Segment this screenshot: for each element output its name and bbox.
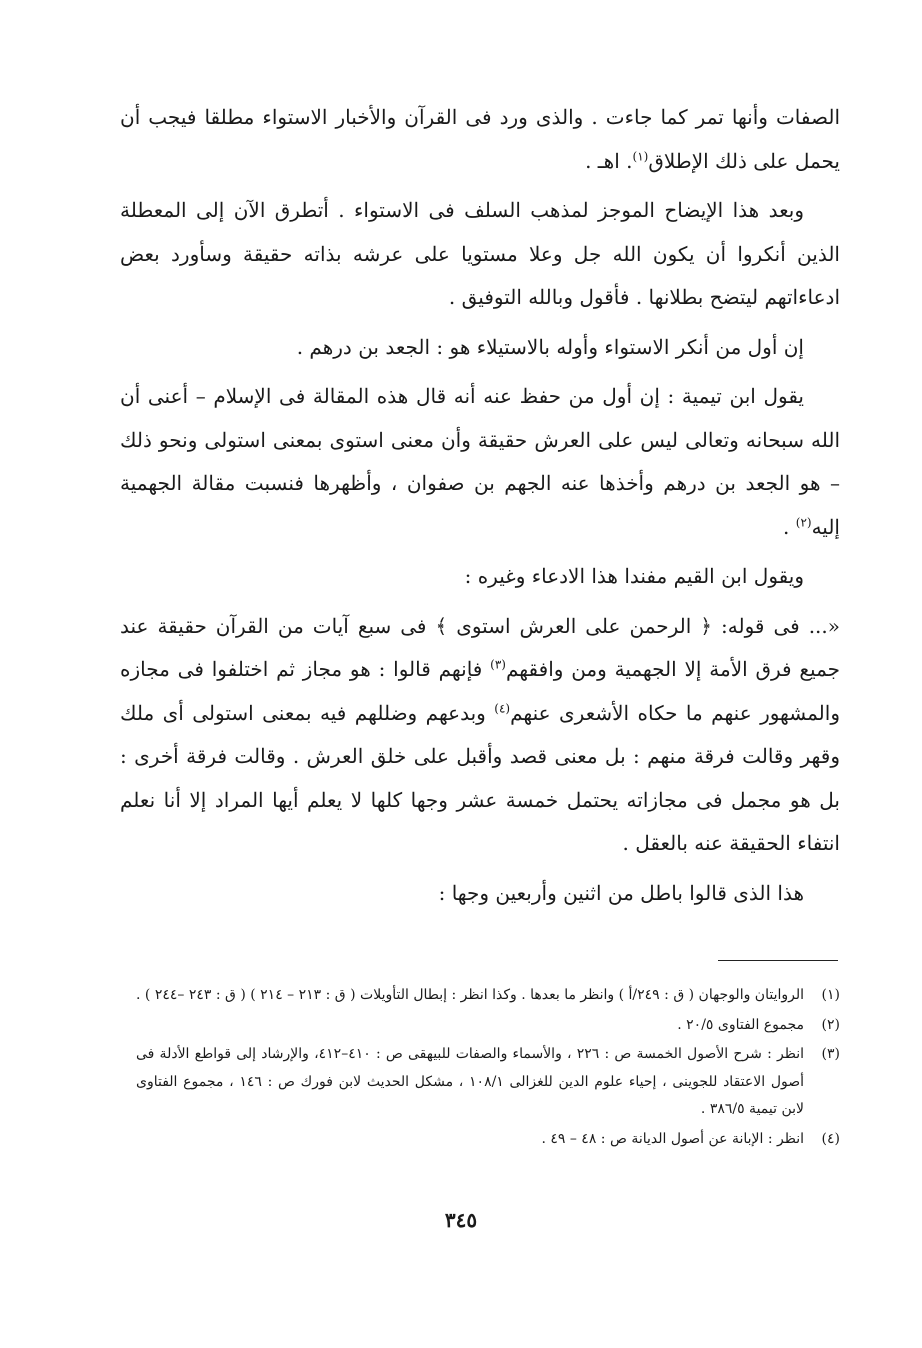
footnote-number: (١) <box>821 987 840 1003</box>
paragraph-4-text: يقول ابن تيمية : إن أول من حفظ عنه أنه قال هذه المقالة فى الإسلام – أعنى أن الله سبحانه وتعالى ليس على العرش حقيقة وأن معنى استوى بمعنى استولى ونحو ذلك – هو الجعد بن درهم وأخذها عنه الجهم بن صفوان ، وأظهرها فنسبت مقالة الجهمية إليه <box>120 384 840 539</box>
page-number: ٣٤٥ <box>444 1208 478 1232</box>
footnote-number: (٣) <box>821 1046 840 1062</box>
footnotes <box>136 982 840 1155</box>
footnote-separator <box>718 960 838 961</box>
footnote-ref-4: (٤) <box>494 700 511 715</box>
paragraph-4 <box>120 375 840 549</box>
quote-text-b: فإنهم قالوا : هو مجاز ثم اختلفوا فى مجازه والمشهور عنهم ما حكاه الأشعرى عنهم <box>120 657 840 725</box>
paragraph-2: وبعد هذا الإيضاح الموجز لمذهب السلف فى الاستواء . أتطرق الآن إلى المعطلة الذين أنكروا أن يكون الله جل وعلا مستويا على عرشه بذاته حقيقة وسأورد بعض ادعاءاتهم ليتضح بطلانها . فأقول وبالله التوفيق . <box>120 198 840 309</box>
quote-paragraph <box>120 605 840 866</box>
paragraph-1-end: . اهـ . <box>585 148 633 173</box>
paragraph-1-text: الصفات وأنها تمر كما جاءت . والذى ورد فى القرآن والأخبار الاستواء مطلقا فيجب أن يحمل على ذلك الإطلاق <box>120 105 840 173</box>
main-text <box>120 96 840 915</box>
footnote-1 <box>136 982 840 1010</box>
footnote-text: مجموع الفتاوى ٢٠/٥ . <box>677 1016 804 1033</box>
footnote-number: (٤) <box>821 1130 840 1147</box>
paragraph-7: هذا الذى قالوا باطل من اثنين وأربعين وجها : <box>438 880 804 905</box>
footnote-2 <box>136 1012 840 1040</box>
footnote-text: انظر : الإبانة عن أصول الديانة ص : ٤٨ – ٤٩ . <box>541 1130 804 1147</box>
footnote-ref-3: (٣) <box>490 657 506 672</box>
paragraph-4-end: . <box>783 514 796 539</box>
quote-text-c: وبدعهم وضللهم فيه بمعنى استولى أى ملك وقهر وقالت فرقة منهم : بل معنى قصد وأقبل على خلق العرش . وقالت فرقة أخرى : بل هو مجمل فى مجازاته يحتمل خمسة عشر وجها كلها لا يعلم أيها المراد إلا أنا نعلم انتفاء الحقيقة عنه بالعقل . <box>120 700 840 855</box>
footnote-text: انظر : شرح الأصول الخمسة ص : ٢٢٦ ، والأسماء والصفات للبيهقى ص : ٤١٠–٤١٢، والإرشاد إلى قواطع الأدلة فى أصول الاعتقاد للجوينى ، إحياء علوم الدين للغزالى ١٠٨/١ ، مشكل الحديث لابن فورك ص : ١٤٦ ، مجموع الفتاوى لابن تيمية ٣٨٦/٥ . <box>136 1046 804 1117</box>
footnote-ref-2: (٢) <box>795 514 812 529</box>
footnote-ref-1: (١) <box>632 148 649 163</box>
footnote-3 <box>136 1041 840 1124</box>
paragraph-5: ويقول ابن القيم مفندا هذا الادعاء وغيره : <box>464 564 804 588</box>
quote-text-a: «... فى قوله: ﴿ الرحمن على العرش استوى ﴾ فى سبع آيات من القرآن حقيقة عند جميع فرق الأمة إلا الجهمية ومن وافقهم <box>120 613 841 681</box>
paragraph-3: إن أول من أنكر الاستواء وأوله بالاستيلاء هو : الجعد بن درهم . <box>296 334 804 359</box>
footnote-text: الروايتان والوجهان ( ق : ٢٤٩/أ ) وانظر ما بعدها . وكذا انظر : إبطال التأويلات ( ق : ٢١٣ – ٢١٤ ) ( ق : ٢٤٣ –٢٤٤ ) . <box>136 987 804 1003</box>
paragraph-1 <box>120 96 840 183</box>
footnote-4 <box>136 1126 840 1154</box>
footnote-number: (٢) <box>821 1016 840 1033</box>
